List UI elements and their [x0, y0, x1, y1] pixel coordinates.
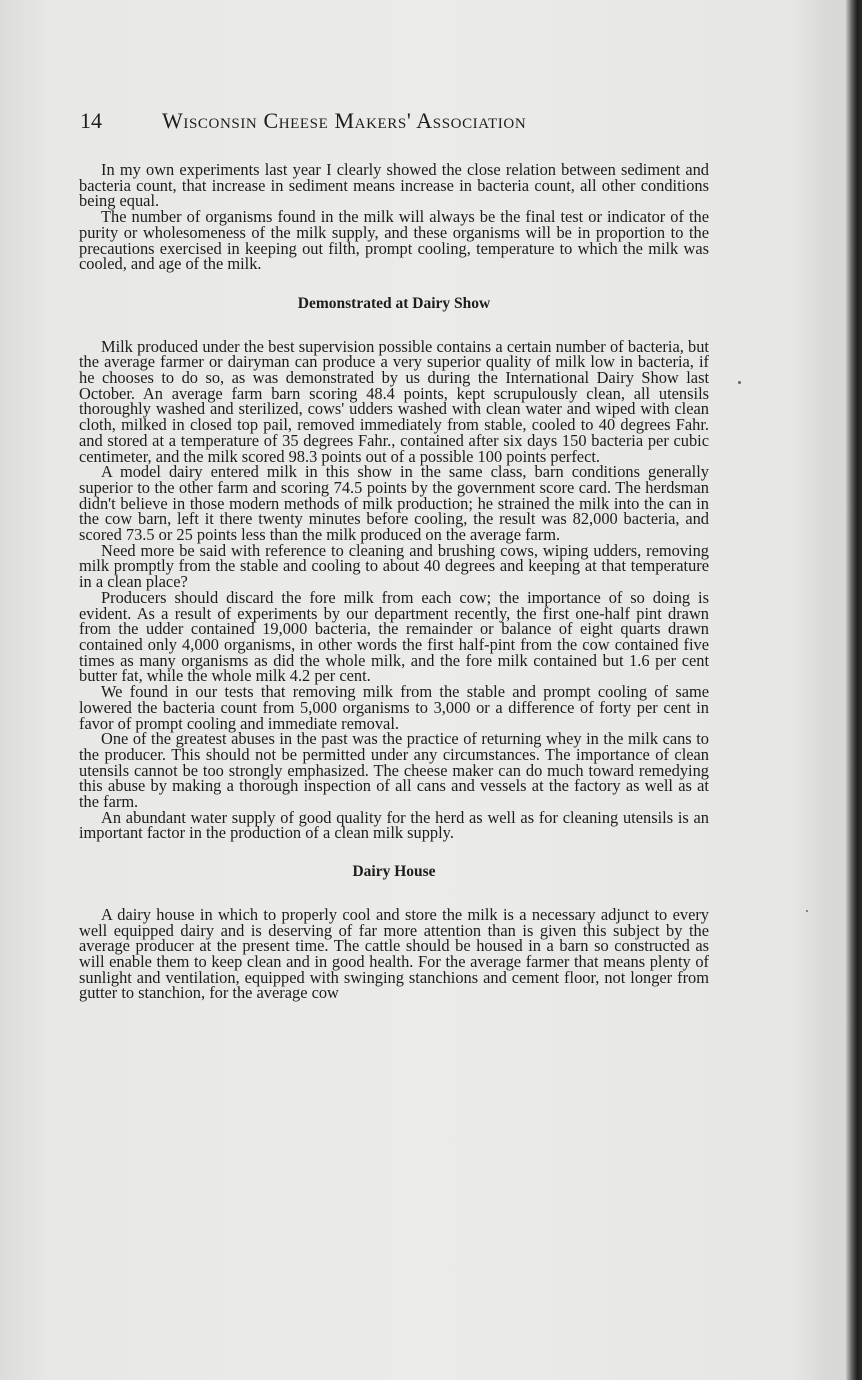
- paragraph: We found in our tests that removing milk from the stable and prompt cooling of same lowered the bacteria count from 5,000 organisms to 3,000 or a difference of forty per cent in favor of prompt cooling and immediate removal.: [79, 682, 709, 733]
- paragraph: Milk produced under the best supervision possible contains a certain number of bacteria, but the average farmer or dairyman can produce a very superior quality of milk low in bacteria, if he chooses to do so, as was demonstrated by us during the International Dairy Show last October. An average farm barn scoring 48.4 points, kept scrupulously clean, all utensils thoroughly washed and sterilized, cows' udders washed with clean water and wiped with clean cloth, milked in closed top pail, removed immediately from stable, cooled to 40 degrees Fahr. and stored at a temperature of 35 degrees Fahr., contained after six days 150 bacteria per cubic centimeter, and the milk scored 98.3 points out of a possible 100 points perfect.: [79, 336, 709, 466]
- body-text: [79, 162, 709, 1001]
- paragraph: One of the greatest abuses in the past was the practice of returning whey in the milk cans to the producer. This should not be permitted under any circumstances. The importance of clean utensils cannot be too strongly emphasized. The cheese maker can do much toward remedying this abuse by making a thorough inspection of all cans and vessels at the factory as well as at the farm.: [79, 729, 709, 812]
- page-header: [80, 108, 720, 142]
- page-edge-shadow: [846, 0, 862, 1380]
- paragraph: In my own experiments last year I clearly showed the close relation between sediment and bacteria count, that increase in sediment means increase in bacteria count, all other conditions being equal.: [79, 160, 709, 211]
- running-title: Wisconsin Cheese Makers' Association: [162, 108, 527, 133]
- paragraph: Need more be said with reference to cleaning and brushing cows, wiping udders, removing milk promptly from the stable and cooling to about 40 degrees and keeping at that temperature in a clean place?: [79, 540, 709, 592]
- paragraph: Producers should discard the fore milk from each cow; the importance of so doing is evident. As a result of experiments by our department recently, the first one-half pint drawn from the udder contained 19,000 bacteria, the remainder or balance of eight quarts drawn contained only 4,000 organisms, in other words the first half-pint from the cow contained five times as many organisms as did the whole milk, and the fore milk contained but 1.6 per cent butter fat, while the whole milk 4.2 per cent.: [79, 587, 709, 686]
- page-number: 14: [80, 108, 102, 133]
- scan-speck: [806, 910, 808, 912]
- section-heading-dairy-house: Dairy House: [352, 863, 436, 881]
- section-heading-dairy-show: Demonstrated at Dairy Show: [297, 294, 491, 312]
- paragraph: A dairy house in which to properly cool and store the milk is a necessary adjunct to every well equipped dairy and is deserving of far more attention than is given this subject by the average producer at the present time. The cattle should be housed in a barn so constructed as will enable them to keep clean and in good health. For the average farmer that means plenty of sunlight and ventilation, equipped with swinging stanchions and cement floor, not longer from gutter to stanchion, for the average cow: [79, 904, 709, 1003]
- paragraph: An abundant water supply of good quality for the herd as well as for cleaning utensils is an important factor in the production of a clean milk supply.: [79, 807, 709, 843]
- scan-speck: [738, 381, 741, 384]
- paragraph: A model dairy entered milk in this show in the same class, barn conditions generally superior to the other farm and scoring 74.5 points by the government score card. The herdsman didn't believe in those modern methods of milk production; he strained the milk into the can in the cow barn, left it there twenty minutes before cooling, the result was 82,000 bacteria, and scored 73.5 or 25 points less than the milk produced on the average farm.: [79, 462, 709, 545]
- paragraph: The number of organisms found in the milk will always be the final test or indicator of the purity or wholesomeness of the milk supply, and these organisms will be in proportion to the precautions exercised in keeping out filth, prompt cooling, temperature to which the milk was cooled, and age of the milk.: [79, 207, 709, 274]
